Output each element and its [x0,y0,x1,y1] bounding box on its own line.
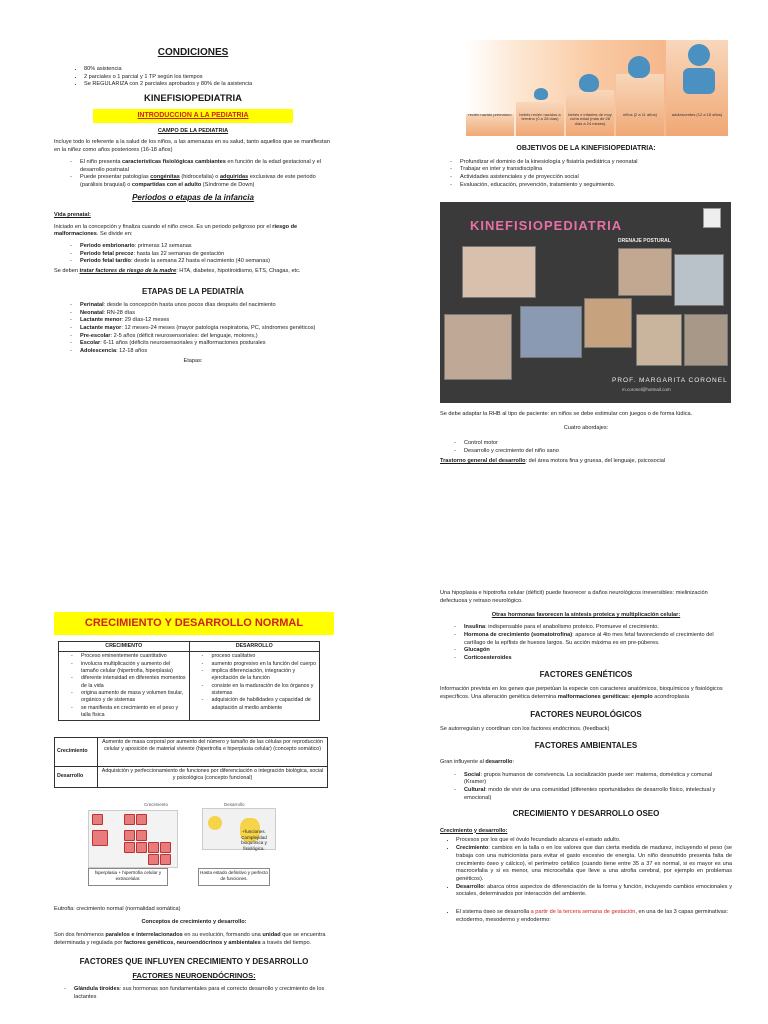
stage-label: recién nacido prematuro [468,112,512,117]
list-item: • 80% asistencia [84,66,332,74]
list-item: • El sistema óseo se desarrolla a partir de la tercera semana de gestación, en una de las 3 capas germinativas: ectodermo, mesodermo y endodermo: [456,909,732,924]
pichu-icon [208,816,222,830]
list-item: • Desarrollo: abarca otros aspectos de diferenciación de la forma y función, incluyendo cambios emocionales y sociales, determinados por interacción del ambiente. [456,884,732,899]
list-item: - Glucagón [464,647,732,655]
growth-stages-image [466,40,728,136]
list-item: - Trabajar en inter y transdisciplina [460,166,732,174]
list-item: - Desarrollo y crecimiento del niño sano [464,448,732,456]
etapas-list [54,302,332,356]
list-item: - Corticoesteroides [464,655,732,663]
list-item: - El niño presenta características fisiológicas cambiantes en función de la edad gestacional y el desarrollo postnatal [80,159,332,174]
cell-shape [160,842,171,853]
crecimiento-cell [59,652,190,721]
photo-child-exercise [684,314,728,366]
list-item: - Perinatal: desde la concepción hasta unos pocos días después del nacimiento [80,302,332,310]
campo-text: Incluye todo lo referente a la salud de los niños, a las amenazas en su salud, tanto aquellos que se manifiestan en la niñez como años posteriores (16-18 años) [54,139,330,154]
stage-label: niños (2 a 11 años) [623,112,657,117]
university-logo [703,208,721,228]
comparison-table [58,641,320,721]
definition-table [54,737,328,788]
hormonas-list [440,624,732,663]
diagram-box-left: hiperplasia + hipertrofia celular y extracelular. [88,868,168,886]
stage-label: bebés recién nacidos a termino (0 a 28 días) [519,112,561,122]
poster-email: m.coronel@hotmail.com [622,387,671,392]
poster-professor: PROF. MARGARITA CORONEL [612,377,728,384]
cyd-label: Crecimiento y desarrollo: [440,827,508,834]
intro-title-wrap [54,109,332,123]
abordajes-list [440,440,732,455]
list-item: - adquisición de habilidades y capacidad de adaptación al medio ambiente [212,697,318,712]
cell-shape [92,830,108,846]
conceptos-text: Son dos fenómenos paralelos e interrelacionados en su evolución, formando una unidad que se encuentra determinada y regulada por factores genéticos, neuroendócrinos y ambientales a través del tiempo. [54,932,326,947]
prenatal-list [54,243,332,266]
photo-gym-ball [520,306,582,358]
cell-shape [148,842,159,853]
trastorno-text: Trastorno general del desarrollo: del área motora fina y gruesa, del lenguaje, psicosocial [440,457,666,464]
list-item: - origina aumento de masa y volumen tisular, orgánico y de sistemas [81,690,187,705]
desarrollo-cell [189,652,320,721]
list-item: - Profundizar el dominio de la kinesiología y fisiatría pediátrica y neonatal [460,159,732,167]
list-item: - Actividades asistenciales y de proyección social [460,174,732,182]
def-label: Desarrollo [55,767,98,788]
diagram-label-right: Desarrollo [224,802,245,807]
neurologicos-text: Se autorregulan y coordinan con los factores endócrinos. (feedback) [440,726,610,733]
list-item: - Neonatal: RN-28 días [80,310,332,318]
left-top-column [54,46,332,368]
poster-title: KINEFISIOPEDIATRIA [470,218,623,233]
objetivos-list [440,159,732,190]
ambientales-text: Gran influyente al desarrollo: [440,759,515,765]
child-icon [628,56,650,78]
diagram-box-mid: +funciones. Complejidad bioquímica y fisiológica. [241,829,267,851]
hipoplasia-text: Una hipoplasia e hipotrofia celular (déficit) puede favorecer a daños neurológicos irreversibles: mielinización defectuosa y retraso neurológico. [440,590,708,604]
kinefisiopediatria-poster [440,202,731,403]
photo-child-therapy [444,314,512,380]
tiroides-list [54,986,334,1001]
list-item: - Social: grupos humanos de convivencia. La socialización puede ser: materna, doméstica y comunal (Kramer) [464,772,732,787]
photo-therapy [674,254,724,306]
growth-development-diagram [84,802,274,899]
vida-prenatal-label: Vida prenatal: [54,211,91,218]
eutrofia-text: Eutrofia: crecimiento normal (normalidad somática) [54,906,181,912]
list-item: - implica diferenciación, integración y ejercitación de la función [212,668,318,683]
list-item: - consiste en la maduración de los órganos y sistemas [212,683,318,698]
list-item: • 2 parciales o 1 parcial y 1 TP según los tiempos [84,74,332,82]
photo-baby-massage [462,246,536,298]
oseo-list [440,837,732,899]
list-item: - Insulina: indispensable para el anabolismo proteico. Promueve el crecimiento. [464,624,732,632]
table-header: CRECIMIENTO [59,642,190,652]
oseo-title: CRECIMIENTO Y DESARROLLO OSEO [512,808,660,818]
cell-shape [124,842,135,853]
conceptos-title: Conceptos de crecimiento y desarrollo: [141,918,247,925]
stage-bar [616,74,664,136]
list-item: - diferente intensidad en diferentes momentos de la vida [81,675,187,690]
neuroendocrinos-title: FACTORES NEUROENDÓCRINOS: [132,970,256,980]
objetivos-title: OBJETIVOS DE LA KINEFISIOPEDIATRIA: [516,145,656,152]
campo-title: CAMPO DE LA PEDIATRIA [157,127,229,134]
etapas-title: ETAPAS DE LA PEDIATRÍA [142,286,244,296]
list-item: - Pre-escolar: 2-5 años (déficit neurosensoriales: del lenguaje, motores,) [80,333,332,341]
list-item: • Se REGULARIZA con 2 parciales aprobados y 80% de la asistencia [84,81,332,89]
list-item: - involucra multiplicación y aumento del tamaño celular (hipertrofia, hiperplasia) [81,661,187,676]
photo-postural-drainage [618,248,672,296]
cell-shape [124,814,135,825]
list-item: • Procesos por los que el óvulo fecundado alcanza el estado adulto. [456,837,732,845]
list-item: - Cultural: modo de vivir de una comunidad (diferentes oportunidades de desarrollo físico, intelectual y emocional) [464,787,732,802]
cell-shape [136,814,147,825]
list-item: - Hormona de crecimiento (somatotrofina): aparece al 4to mes fetal favoreciendo el crecimiento del cartílago de la epífisis de huesos largos. Su acción máxima es en pre-púberes. [464,632,732,647]
list-item: - Lactante mayor: 12 meses-24 meses (mayor patología respiratoria, PC, síndromes genéticos) [80,325,332,333]
photo-child-play [636,314,682,366]
ambientales-list [440,772,732,803]
ambientales-title: FACTORES AMBIENTALES [534,740,638,750]
list-item: - Escolar: 6-11 años (déficits neurosensoriales y malformaciones posturales [80,340,332,348]
photo-therapist [584,298,632,348]
diagram-box-right: Hasta estado definitivo y perfecto de funciones. [198,868,270,886]
intro-title: INTRODUCCION A LA PEDIATRIA [93,109,293,123]
geneticos-title: FACTORES GENÉTICOS [539,669,633,679]
list-item: - Lactante menor: 29 días-12 meses [80,317,332,325]
left-bottom-column-lower [54,904,334,1004]
list-item: - Control motor [464,440,732,448]
poster-subtitle: DRENAJE POSTURAL [618,238,671,244]
list-item: - Periodo fetal precoz: hasta las 22 semanas de gestación [80,251,332,259]
prenatal-text: Iniciado en la concepción y finaliza cuando el niño crece. Es un periodo peligroso por el riesgo de malformaciones. Se divide en: [54,223,298,238]
neurologicos-title: FACTORES NEUROLÓGICOS [530,710,642,720]
cell-shape [160,854,171,865]
factores-title: FACTORES QUE INFLUYEN CRECIMIENTO Y DESARROLLO [79,956,309,966]
cell-shape [136,830,147,841]
adaptar-text: Se debe adaptar la RHB al tipo de paciente: en niños se debe estimular con juegos o de forma lúdica. [440,411,693,417]
left-bottom-column [54,612,334,788]
list-item: • Crecimiento: cambios en la talla o en los valores que dan cierta medida de madurez, incluyendo el peso (se trabaja con una nutricionista para evitar el gasto excesivo de energía. Un niño desnutrido presenta falta de crecimiento óseo y cálcico), el perímetro cefálico (cuando tiene entre 35 a 37 es normal, si es mayor es una macrocefalia y si es menor, una microcefalia que lleve a una atrofia cerebral, por ejemplo en problemas genéticos). [456,845,732,884]
otras-hormonas-title: Otras hormonas favorecen la síntesis proteica y multiplicación celular: [491,612,681,619]
cell-shape [92,814,103,825]
list-item: - Evaluación, educación, prevención, tratamiento y seguimiento. [460,182,732,190]
abordajes-title: Cuatro abordajes: [563,424,609,431]
factores-text: Se deben tratar factores de riesgo de la madre: HTA, diabetes, hipotiroidismo, ETS, Chagas, etc. [54,268,301,275]
def-text: Adquisición y perfeccionamiento de funciones por diferenciación o integración biológica, social y psicológica (concepto funcional) [98,767,328,788]
periodos-title: Periodos o etapas de la infancia [132,192,254,202]
cell-shape [124,830,135,841]
right-bottom-column [440,588,732,927]
table-header: DESARROLLO [189,642,320,652]
etapas-label: Etapas: [183,357,203,364]
adolescent-head-icon [688,44,710,66]
condiciones-title: CONDICIONES [157,47,229,58]
list-item: - Puede presentar patologías congénitas (hidrocefalia) o adquiridas exclusivas de este periodo (parálisis braquial) o compartidas con el adulto (Síndrome de Down) [80,174,332,189]
list-item: - Adolescencia: 12-18 años [80,348,332,356]
list-item: - Periodo fetal tardío: desde la semana 22 hasta el nacimiento (40 semanas) [80,258,332,266]
stage-label: adolescentes (12 a 18 años) [671,112,723,117]
list-item: - Periodo embrionario: primeras 12 semanas [80,243,332,251]
list-item: - Proceso eminentemente cuantitativo [81,653,187,660]
list-item: - se manifiesta en crecimiento en el peso y talla física [81,705,187,720]
def-text: Aumento de masa corporal por aumento del número y tamaño de las células por reproducción celular y aposición de material viviente (hipertrofia e hiperplasia celular) (concepto somático) [98,738,328,767]
diagram-label-left: Crecimiento [144,802,169,807]
cell-shape [136,842,147,853]
list-item: - Glándula tiroides: sus hormonas son fundamentales para el correcto desarrollo y crecimiento de los lactantes [74,986,334,1001]
list-item: - proceso cualitativo [212,653,318,660]
geneticos-text: Información prevista en los genes que perpetúan la especie con caracteres anatómicos, bioquímicos y fisiológicos específicos. Una alteración genética determina malformaciones genéticas: ejemplo acondroplasia [440,685,723,700]
condiciones-list [54,66,332,89]
infant-icon [579,74,599,92]
sistema-list [440,909,732,924]
right-top-column-lower [440,409,732,468]
campo-list [54,159,332,190]
stage-label: bebés e infantes de muy corta edad (más de 28 días a 24 meses) [568,112,612,126]
def-label: Crecimiento [55,738,98,767]
main-title: KINEFISIOPEDIATRIA [144,92,242,104]
right-top-column [440,144,732,192]
list-item: - aumento progresivo en la función del cuerpo [212,661,318,668]
cell-shape [148,854,159,865]
adolescent-body-icon [683,68,715,94]
crecimiento-desarrollo-title: CRECIMIENTO Y DESARROLLO NORMAL [54,612,334,635]
baby-icon [534,88,548,100]
